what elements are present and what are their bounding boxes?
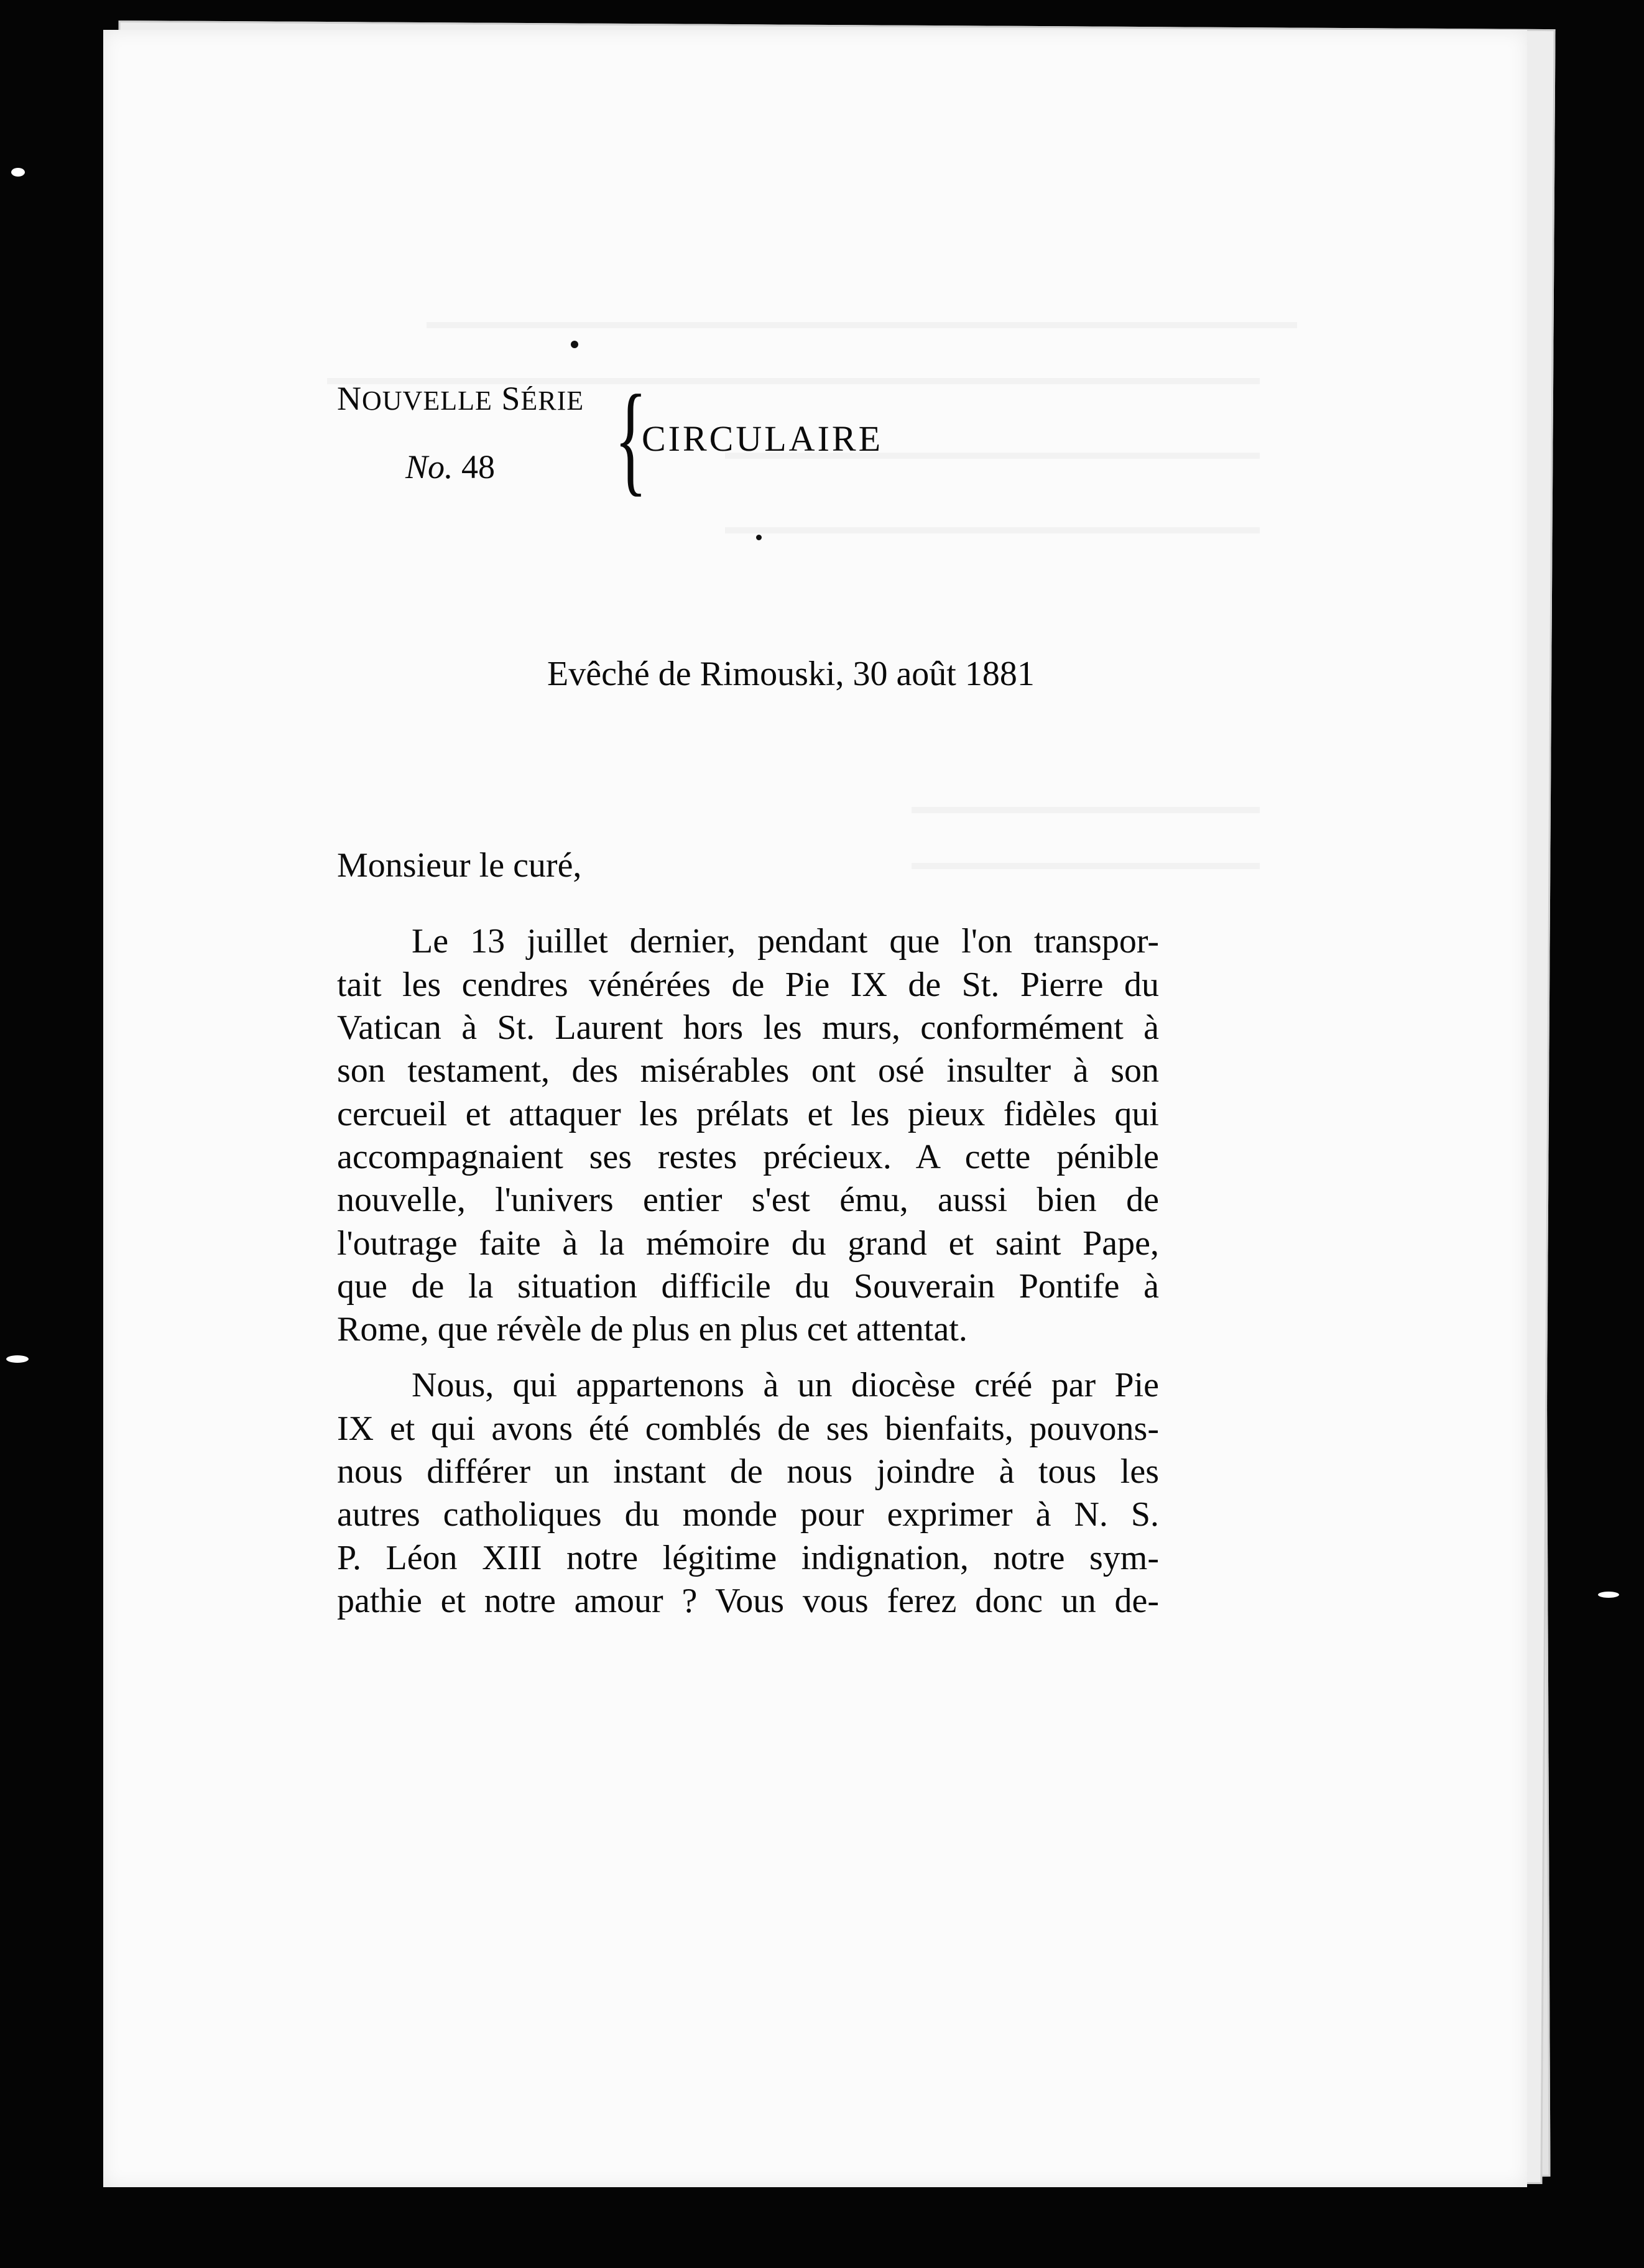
paragraph-2-line: P. Léon XIII notre légitime indignation, notre sym- [337,1539,1159,1577]
scan-speck [6,1355,29,1363]
paragraph-1-line: cercueil et attaquer les prélats et les pieux fidèles qui [337,1095,1159,1133]
scan-speck [11,168,25,177]
curly-brace-icon: { [614,370,647,507]
paragraph-2-line: Nous, qui appartenons à un diocèse créé par Pie [412,1366,1159,1404]
circular-number [405,448,495,486]
paragraph-1-line: Vatican à St. Laurent hors les murs, conformément à [337,1008,1159,1047]
document-title: CIRCULAIRE [642,418,883,459]
series-label: NOUVELLE SÉRIE [337,380,584,417]
paragraph-2-line: pathie et notre amour ? Vous vous ferez donc un de- [337,1582,1159,1620]
dateline: Evêché de Rimouski, 30 août 1881 [547,655,1035,693]
paragraph-1-line: son testament, des misérables ont osé insulter à son [337,1051,1159,1090]
paragraph-1-line: accompagnaient ses restes précieux. A cette pénible [337,1138,1159,1176]
bleed-through-text [427,322,1297,328]
bleed-through-text [912,807,1260,813]
bleed-through-text [912,863,1260,869]
paragraph-1-line: l'outrage faite à la mémoire du grand et saint Pape, [337,1224,1159,1263]
paragraph-2-line: autres catholiques du monde pour exprimer à N. S. [337,1495,1159,1534]
number-label: No. [405,448,453,486]
scan-speck [1598,1592,1619,1598]
number-value: 48 [461,448,496,486]
paragraph-1-line: nouvelle, l'univers entier s'est ému, aussi bien de [337,1181,1159,1219]
ink-dot [571,341,578,348]
bleed-through-text [725,527,1260,533]
paragraph-1-line: tait les cendres vénérées de Pie IX de St. Pierre du [337,966,1159,1004]
paragraph-1-line: Le 13 juillet dernier, pendant que l'on transpor- [412,922,1159,961]
ink-dot [756,535,762,540]
paragraph-1-line: Rome, que révèle de plus en plus cet attentat. [337,1310,967,1348]
salutation: Monsieur le curé, [337,846,582,885]
paragraph-1-line: que de la situation difficile du Souverain Pontife à [337,1267,1159,1306]
paragraph-2-line: nous différer un instant de nous joindre à tous les [337,1452,1159,1491]
paragraph-2-line: IX et qui avons été comblés de ses bienfaits, pouvons- [337,1409,1159,1448]
